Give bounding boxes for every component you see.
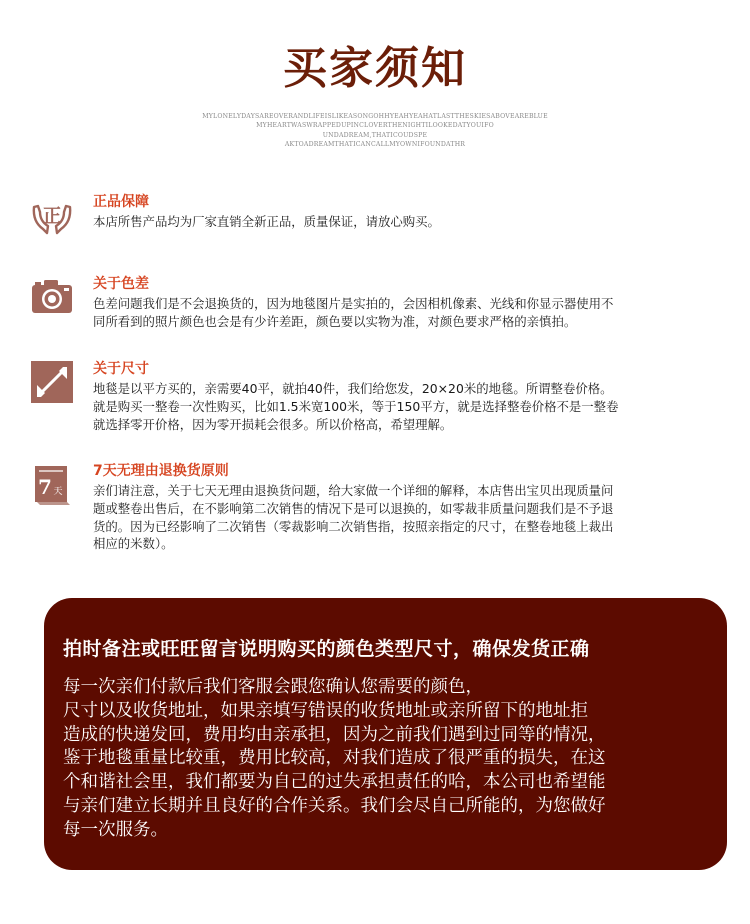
calendar-7-days-icon [30, 462, 74, 506]
policy-body-line: 货的。因为已经影响了二次销售（零裁影响二次销售指，按照亲指定的尺寸，在整卷地毯上裁出 [93, 518, 614, 534]
calendar-unit: 天 [53, 487, 63, 497]
notice-panel [44, 598, 727, 870]
genuine-glyph: 正 [42, 205, 62, 227]
notice-body-line: 尺寸以及收货地址，如果亲填写错误的收货地址或亲所留下的地址拒 [63, 700, 588, 721]
policy-heading: 7天无理由退换货原则 [93, 463, 229, 479]
policy-heading: 关于色差 [93, 276, 149, 292]
notice-body-line: 造成的快递发回，费用均由亲承担，因为之前我们遇到过同等的情况， [63, 724, 606, 745]
policy-body-line: 题或整卷出售后，在不影响第二次销售的情况下是可以退换的，如零裁非质量问题我们是不予退 [93, 500, 614, 516]
notice-body-line: 鉴于地毯重量比较重，费用比较高，对我们造成了很严重的损失，在这 [63, 748, 606, 769]
policy-body-line: 亲们请注意，关于七天无理由退换货问题，给大家做一个详细的解释，本店售出宝贝出现质量问 [93, 483, 614, 498]
policy-heading: 关于尺寸 [93, 361, 149, 377]
policy-item-size [30, 360, 730, 440]
calendar-number: 7 [38, 475, 52, 499]
notice-body-line: 每一次亲们付款后我们客服会跟您确认您需要的颜色， [63, 677, 483, 697]
notice-body [63, 676, 713, 843]
subtitle-line: MYLONELYDAYSAREOVERANDLIFEISLIKEASONGOHHYEAHYEAHATLASTTHESKIESABOVEAREBLUE [202, 113, 548, 120]
subtitle-line: UNDADREAM,THATICOUDSPE [322, 131, 428, 139]
policy-body-line: 就选择零开价格，因为零开损耗会很多。所以价格高，希望理解。 [93, 416, 453, 432]
notice-body-line: 个和谐社会里，我们都要为自己的过失承担责任的哈，本公司也希望能 [63, 772, 606, 793]
subtitle-line: AKTOADREAMTHATICANCALLMYOWNIFOUNDATHR [284, 141, 466, 149]
policy-body [93, 482, 721, 553]
notice-body-line: 每一次服务。 [63, 819, 168, 840]
resize-arrow-icon [30, 360, 74, 404]
policy-item-genuine [30, 193, 730, 243]
subtitle-line: MYHEARTWASWRAPPEDUPINCLOVERTHENIGHTILOOKEDATYOUIFO [256, 122, 494, 130]
decorative-subtitle [0, 112, 750, 150]
policy-body [93, 380, 721, 433]
policy-body [93, 213, 721, 231]
policy-body-line: 相应的米数）。 [93, 536, 174, 552]
policy-item-return [30, 462, 730, 557]
policy-body-line: 就是购买一整卷一次性购买，比如1.5米宽100米，等于150平方，就是选择整卷价格不是一整卷 [93, 398, 619, 414]
policy-body-line: 色差问题我们是不会退换货的，因为地毯图片是实拍的，会因相机像素、光线和你显示器使用不 [93, 296, 614, 311]
policy-heading: 正品保障 [93, 194, 149, 210]
page-title: 买家须知 [283, 43, 467, 94]
camera-icon [30, 275, 74, 319]
policy-body-line: 地毯是以平方买的，亲需要40平，就拍40件，我们给您发，20×20米的地毯。所谓整卷价格。 [93, 381, 613, 396]
hands-genuine-icon [30, 193, 74, 237]
notice-heading: 拍时备注或旺旺留言说明购买的颜色类型尺寸，确保发货正确 [63, 638, 590, 660]
policy-body-line: 本店所售产品均为厂家直销全新正品，质量保证，请放心购买。 [93, 214, 440, 229]
notice-body-line: 与亲们建立长期并且良好的合作关系。我们会尽自己所能的，为您做好 [63, 795, 606, 816]
policy-body [93, 295, 721, 331]
policy-body-line: 同所看到的照片颜色也会是有少许差距，颜色要以实物为准，对颜色要求严格的亲慎拍。 [93, 313, 577, 329]
policy-item-color [30, 275, 730, 335]
